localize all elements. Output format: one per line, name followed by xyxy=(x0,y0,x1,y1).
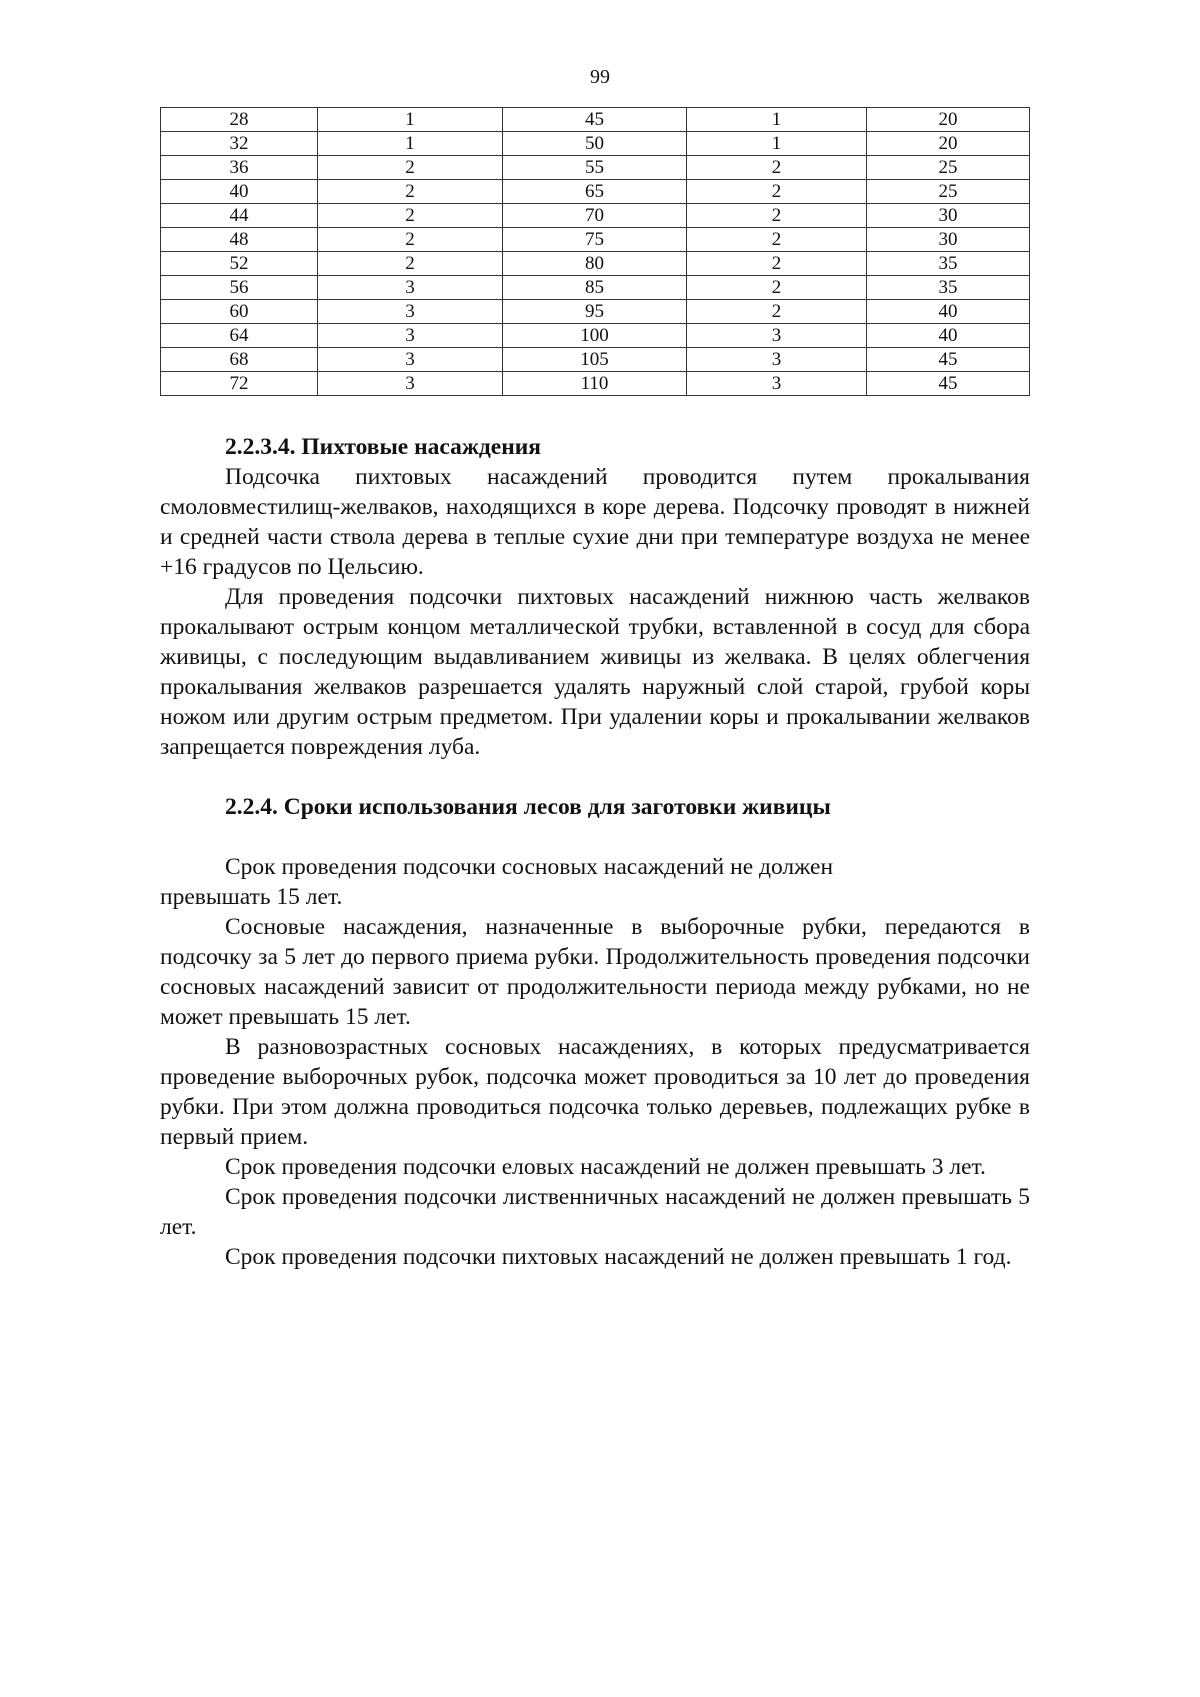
table-cell: 2 xyxy=(687,228,867,252)
table-cell: 2 xyxy=(318,204,503,228)
table-cell: 28 xyxy=(161,108,318,132)
table-cell: 2 xyxy=(318,228,503,252)
table-cell: 70 xyxy=(503,204,687,228)
table-cell: 30 xyxy=(867,228,1030,252)
table-cell: 72 xyxy=(161,372,318,396)
table-row xyxy=(161,276,1030,300)
table-cell: 2 xyxy=(687,300,867,324)
table-cell: 36 xyxy=(161,156,318,180)
table-cell: 20 xyxy=(867,108,1030,132)
table-cell: 45 xyxy=(867,348,1030,372)
table-cell: 56 xyxy=(161,276,318,300)
table-cell: 75 xyxy=(503,228,687,252)
table-cell: 40 xyxy=(867,324,1030,348)
paragraph: Срок проведения подсочки сосновых насаждений не должен xyxy=(225,854,834,880)
paragraph: Срок проведения подсочки пихтовых насаждений не должен превышать 1 год. xyxy=(225,1244,1012,1270)
paragraph: Срок проведения подсочки лиственничных насаждений не должен превышать 5 лет. xyxy=(160,1184,1030,1240)
table-row xyxy=(161,348,1030,372)
table-cell: 60 xyxy=(161,300,318,324)
table-cell: 64 xyxy=(161,324,318,348)
table-cell: 3 xyxy=(318,372,503,396)
table-cell: 20 xyxy=(867,132,1030,156)
table-cell: 2 xyxy=(687,276,867,300)
paragraph: Для проведения подсочки пихтовых насаждений нижнюю часть желваков прокалывают острым концом металлической трубки, вставленной в сосуд для сбора живицы, с последующим выдавливанием живицы из желвака. В целях облегчения прокалывания желваков разрешается удалять наружный слой старой, грубой коры ножом или другим острым предметом. При удалении коры и прокалывании желваков запрещается повреждения луба. xyxy=(160,584,1030,760)
table-cell: 95 xyxy=(503,300,687,324)
section-heading-fir: 2.2.3.4. Пихтовые насаждения xyxy=(225,434,542,460)
table-cell: 25 xyxy=(867,156,1030,180)
table-cell: 3 xyxy=(687,372,867,396)
table-cell: 65 xyxy=(503,180,687,204)
table-cell: 45 xyxy=(867,372,1030,396)
table-cell: 2 xyxy=(318,180,503,204)
paragraph-continuation: превышать 15 лет. xyxy=(160,884,343,910)
table-row xyxy=(161,156,1030,180)
table-row xyxy=(161,300,1030,324)
table-cell: 3 xyxy=(687,348,867,372)
paragraph: Подсочка пихтовых насаждений проводится путем прокалывания смоловместилищ-желваков, находящихся в коре дерева. Подсочку проводят в нижней и средней части ствола дерева в теплые сухие дни при температуре воздуха не менее +16 градусов по Цельсию. xyxy=(160,464,1030,580)
table-cell: 32 xyxy=(161,132,318,156)
table-row xyxy=(161,324,1030,348)
table-cell: 44 xyxy=(161,204,318,228)
table-row xyxy=(161,228,1030,252)
table-row xyxy=(161,372,1030,396)
data-table xyxy=(160,107,1030,396)
paragraph: Срок проведения подсочки еловых насаждений не должен превышать 3 лет. xyxy=(225,1154,986,1180)
table-cell: 110 xyxy=(503,372,687,396)
table-cell: 3 xyxy=(318,324,503,348)
table-cell: 85 xyxy=(503,276,687,300)
table-row xyxy=(161,252,1030,276)
table-cell: 40 xyxy=(161,180,318,204)
table-cell: 2 xyxy=(687,252,867,276)
table-cell: 1 xyxy=(687,132,867,156)
paragraph: В разновозрастных сосновых насаждениях, в которых предусматривается проведение выборочных рубок, подсочка может проводиться за 10 лет до проведения рубки. При этом должна проводиться подсочка только деревьев, подлежащих рубке в первый прием. xyxy=(160,1034,1030,1150)
page-number: 99 xyxy=(590,66,610,88)
table-cell: 35 xyxy=(867,276,1030,300)
table-row xyxy=(161,132,1030,156)
section-heading-terms: 2.2.4. Сроки использования лесов для заготовки живицы xyxy=(225,794,831,820)
table-cell: 3 xyxy=(687,324,867,348)
table-cell: 45 xyxy=(503,108,687,132)
table-cell: 30 xyxy=(867,204,1030,228)
table-cell: 55 xyxy=(503,156,687,180)
table-cell: 2 xyxy=(318,252,503,276)
table-cell: 52 xyxy=(161,252,318,276)
table-cell: 68 xyxy=(161,348,318,372)
table-row xyxy=(161,204,1030,228)
table-cell: 2 xyxy=(318,156,503,180)
table-cell: 1 xyxy=(687,108,867,132)
table-row xyxy=(161,180,1030,204)
table-row xyxy=(161,108,1030,132)
table-cell: 50 xyxy=(503,132,687,156)
table-cell: 2 xyxy=(687,204,867,228)
table-cell: 2 xyxy=(687,156,867,180)
table-cell: 100 xyxy=(503,324,687,348)
table-cell: 80 xyxy=(503,252,687,276)
table-cell: 2 xyxy=(687,180,867,204)
table-cell: 40 xyxy=(867,300,1030,324)
table-cell: 35 xyxy=(867,252,1030,276)
table-cell: 105 xyxy=(503,348,687,372)
table-cell: 3 xyxy=(318,300,503,324)
paragraph: Сосновые насаждения, назначенные в выборочные рубки, передаются в подсочку за 5 лет до первого приема рубки. Продолжительность проведения подсочки сосновых насаждений зависит от продолжительности периода между рубками, но не может превышать 15 лет. xyxy=(160,914,1030,1030)
table-cell: 48 xyxy=(161,228,318,252)
table-cell: 1 xyxy=(318,132,503,156)
table-cell: 1 xyxy=(318,108,503,132)
table-cell: 3 xyxy=(318,276,503,300)
table-cell: 25 xyxy=(867,180,1030,204)
document-body xyxy=(160,432,1030,1272)
table-cell: 3 xyxy=(318,348,503,372)
